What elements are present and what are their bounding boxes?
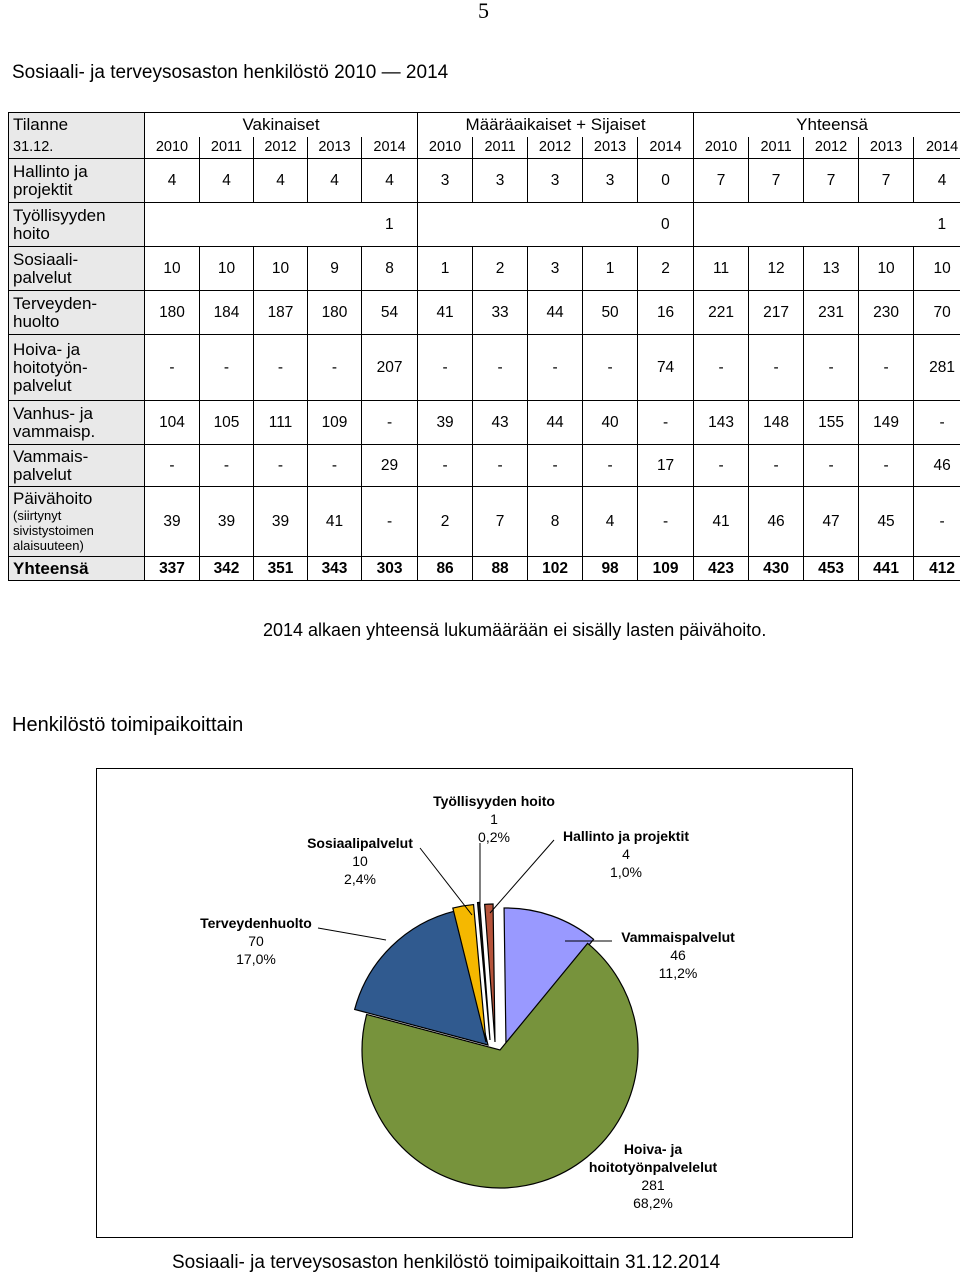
year-header: 2014 [914, 137, 960, 159]
total-cell: 343 [308, 557, 362, 581]
table-cell: - [804, 445, 859, 487]
table-cell: 230 [859, 291, 914, 335]
table-cell: 10 [859, 247, 914, 291]
table-cell: 16 [638, 291, 694, 335]
table-cell: 104 [145, 401, 200, 445]
table-cell: - [362, 487, 418, 557]
total-cell: 342 [200, 557, 254, 581]
row-label-note: sivistystoimen [13, 523, 94, 538]
chart-caption: Sosiaali- ja terveysosaston henkilöstö toimipaikoittain 31.12.2014 [172, 1252, 721, 1273]
table-cell: 46 [914, 445, 960, 487]
year-header: 2011 [473, 137, 528, 159]
row-label-line: vammaisp. [13, 421, 96, 441]
page-number: 5 [478, 0, 489, 23]
table-cell: 180 [145, 291, 200, 335]
slice-label: Hallinto ja projektit [562, 828, 690, 844]
row-label-line: palvelut [13, 375, 72, 395]
total-cell: 423 [694, 557, 749, 581]
table-cell: 7 [804, 159, 859, 203]
row-label-line: Työllisyyden [13, 205, 106, 225]
total-cell: 303 [362, 557, 418, 581]
table-cell: 39 [418, 401, 473, 445]
pie-slice [485, 904, 495, 1042]
table-cell: 46 [749, 487, 804, 557]
table-cell: - [859, 445, 914, 487]
table-cell: 29 [362, 445, 418, 487]
table-cell: 8 [528, 487, 583, 557]
total-cell: 98 [583, 557, 638, 581]
table-cell: - [694, 335, 749, 401]
table-cell: - [914, 401, 960, 445]
table-cell: - [308, 335, 362, 401]
table-cell: - [694, 445, 749, 487]
slice-label: Vammaispalvelut [621, 929, 735, 945]
table-cell: 105 [200, 401, 254, 445]
total-cell: 88 [473, 557, 528, 581]
table-cell: 44 [528, 291, 583, 335]
table-cell: 43 [473, 401, 528, 445]
table-cell: 149 [859, 401, 914, 445]
table-cell: - [418, 335, 473, 401]
table-cell: 12 [749, 247, 804, 291]
year-header: 2014 [362, 137, 418, 159]
table-cell: 4 [362, 159, 418, 203]
table-cell: 3 [528, 247, 583, 291]
leader-line [318, 928, 386, 940]
table-cell: 3 [473, 159, 528, 203]
table-cell: - [200, 445, 254, 487]
table-cell: 50 [583, 291, 638, 335]
table-cell: 40 [583, 401, 638, 445]
table-cell: - [749, 445, 804, 487]
table-cell: 109 [308, 401, 362, 445]
table-cell: 8 [362, 247, 418, 291]
table-cell: 10 [200, 247, 254, 291]
table-cell: 4 [254, 159, 308, 203]
total-cell: 86 [418, 557, 473, 581]
table-cell: 3 [418, 159, 473, 203]
table-cell: 4 [308, 159, 362, 203]
table-cell: - [583, 445, 638, 487]
slice-value: 10 [352, 853, 368, 869]
table-cell: 207 [362, 335, 418, 401]
table-cell: 33 [473, 291, 528, 335]
table-cell: - [749, 335, 804, 401]
total-cell: 109 [638, 557, 694, 581]
slice-percent: 0,2% [478, 829, 510, 845]
slice-label: Sosiaalipalvelut [307, 835, 413, 851]
slice-percent: 17,0% [236, 951, 276, 967]
table-cell: - [254, 445, 308, 487]
table-cell: 13 [804, 247, 859, 291]
slice-value: 281 [641, 1177, 665, 1193]
row-label-line: Sosiaali- [13, 249, 79, 269]
leader-line [420, 848, 472, 915]
group-header: Yhteensä [694, 113, 960, 137]
row-label-line: palvelut [13, 464, 72, 484]
table-cell: 180 [308, 291, 362, 335]
slice-label: Työllisyyden hoito [433, 793, 555, 809]
row-label-line: Vammais- [13, 446, 89, 466]
table-cell: 0 [638, 159, 694, 203]
row-label-note: (siirtynyt [13, 508, 62, 523]
table-cell: 1 [583, 247, 638, 291]
header-corner-top: Tilanne [9, 113, 145, 137]
row-label-line: hoitotyön- [13, 357, 88, 377]
table-cell: - [528, 335, 583, 401]
table-cell: 2 [638, 247, 694, 291]
group-header: Vakinaiset [145, 113, 418, 137]
year-header: 2012 [528, 137, 583, 159]
table-cell: 39 [254, 487, 308, 557]
year-header: 2011 [749, 137, 804, 159]
row-label-note: alaisuuteen) [13, 538, 84, 553]
table-cell: 221 [694, 291, 749, 335]
row-label-line: Terveyden- [13, 293, 98, 313]
table-cell: 187 [254, 291, 308, 335]
total-cell: 453 [804, 557, 859, 581]
leader-line [490, 840, 554, 913]
year-header: 2013 [859, 137, 914, 159]
slice-value: 1 [490, 811, 498, 827]
table-cell: 7 [473, 487, 528, 557]
row-label-line: Hallinto ja [13, 161, 88, 181]
table-cell: 231 [804, 291, 859, 335]
table-cell: 11 [694, 247, 749, 291]
year-header: 2012 [804, 137, 859, 159]
table-cell: 70 [914, 291, 960, 335]
table-cell: 39 [200, 487, 254, 557]
table-cell: 217 [749, 291, 804, 335]
total-cell: 441 [859, 557, 914, 581]
table-cell: 155 [804, 401, 859, 445]
total-cell: 412 [914, 557, 960, 581]
table-cell: - [200, 335, 254, 401]
table-cell: 41 [418, 291, 473, 335]
header-corner-bottom: 31.12. [9, 137, 145, 159]
table-cell: 3 [528, 159, 583, 203]
table-cell: 45 [859, 487, 914, 557]
total-cell: 102 [528, 557, 583, 581]
row-label-line: projektit [13, 179, 73, 199]
table-cell: 7 [694, 159, 749, 203]
table-cell: 74 [638, 335, 694, 401]
document-title: Sosiaali- ja terveysosaston henkilöstö 2010 — 2014 [12, 62, 449, 83]
table-cell: - [473, 445, 528, 487]
table-cell: - [859, 335, 914, 401]
slice-label: Hoiva- ja [623, 1141, 683, 1157]
slice-value: 70 [248, 933, 264, 949]
slice-label: Terveydenhuolto [200, 915, 312, 931]
table-cell: 1 [418, 247, 473, 291]
table-cell: 148 [749, 401, 804, 445]
table-cell: 4 [914, 159, 960, 203]
table-cell: 41 [694, 487, 749, 557]
table-cell: - [914, 487, 960, 557]
total-cell: 430 [749, 557, 804, 581]
table-cell: - [145, 335, 200, 401]
table-cell: 4 [583, 487, 638, 557]
row-label-line: Hoiva- ja [13, 339, 81, 359]
slice-percent: 2,4% [344, 871, 376, 887]
table-cell: 184 [200, 291, 254, 335]
table-cell: 10 [145, 247, 200, 291]
table-cell: 2 [473, 247, 528, 291]
table-cell: 143 [694, 401, 749, 445]
year-header: 2010 [418, 137, 473, 159]
table-cell: - [638, 401, 694, 445]
table-cell: 41 [308, 487, 362, 557]
table-cell: 54 [362, 291, 418, 335]
table-cell: 17 [638, 445, 694, 487]
table-cell: 10 [254, 247, 308, 291]
row-label-line: huolto [13, 311, 60, 331]
slice-percent: 1,0% [610, 864, 642, 880]
table-cell: 44 [528, 401, 583, 445]
table-cell: 47 [804, 487, 859, 557]
year-header: 2011 [200, 137, 254, 159]
slice-percent: 68,2% [633, 1195, 673, 1211]
table-cell: 281 [914, 335, 960, 401]
group-header: Määräaikaiset + Sijaiset [418, 113, 694, 137]
slice-label: hoitotyönpalvelelut [588, 1159, 718, 1175]
total-cell: 337 [145, 557, 200, 581]
slice-percent: 11,2% [658, 965, 698, 981]
table-cell: - [528, 445, 583, 487]
total-cell: 351 [254, 557, 308, 581]
year-header: 2013 [308, 137, 362, 159]
table-cell: 3 [583, 159, 638, 203]
table-cell: 4 [200, 159, 254, 203]
table-cell: 111 [254, 401, 308, 445]
table-cell: 7 [749, 159, 804, 203]
row-label-line: palvelut [13, 267, 72, 287]
row-label-line: Päivähoito [13, 489, 93, 508]
table-cell: - [362, 401, 418, 445]
footnote: 2014 alkaen yhteensä lukumäärään ei sisälly lasten päivähoito. [263, 620, 767, 640]
table-cell: - [145, 445, 200, 487]
year-header: 2010 [694, 137, 749, 159]
table-cell: - [308, 445, 362, 487]
year-header: 2013 [583, 137, 638, 159]
table-cell: 39 [145, 487, 200, 557]
row-label-line: Vanhus- ja [13, 403, 94, 423]
slice-value: 46 [670, 947, 686, 963]
year-header: 2010 [145, 137, 200, 159]
slice-value: 4 [622, 846, 630, 862]
table-cell: 7 [859, 159, 914, 203]
table-cell: - [583, 335, 638, 401]
table-cell: - [804, 335, 859, 401]
table-cell: 2 [418, 487, 473, 557]
table-cell: - [473, 335, 528, 401]
year-header: 2012 [254, 137, 308, 159]
total-label: Yhteensä [9, 557, 145, 581]
table-cell: 1 [914, 203, 960, 247]
table-cell: - [638, 487, 694, 557]
table-cell: 10 [914, 247, 960, 291]
table-cell: 1 [362, 203, 418, 247]
year-header: 2014 [638, 137, 694, 159]
section-title: Henkilöstö toimipaikoittain [12, 714, 244, 736]
table-cell: - [418, 445, 473, 487]
table-cell: 0 [638, 203, 694, 247]
row-label-line: hoito [13, 223, 50, 243]
table-cell: 4 [145, 159, 200, 203]
table-cell: 9 [308, 247, 362, 291]
table-cell: - [254, 335, 308, 401]
